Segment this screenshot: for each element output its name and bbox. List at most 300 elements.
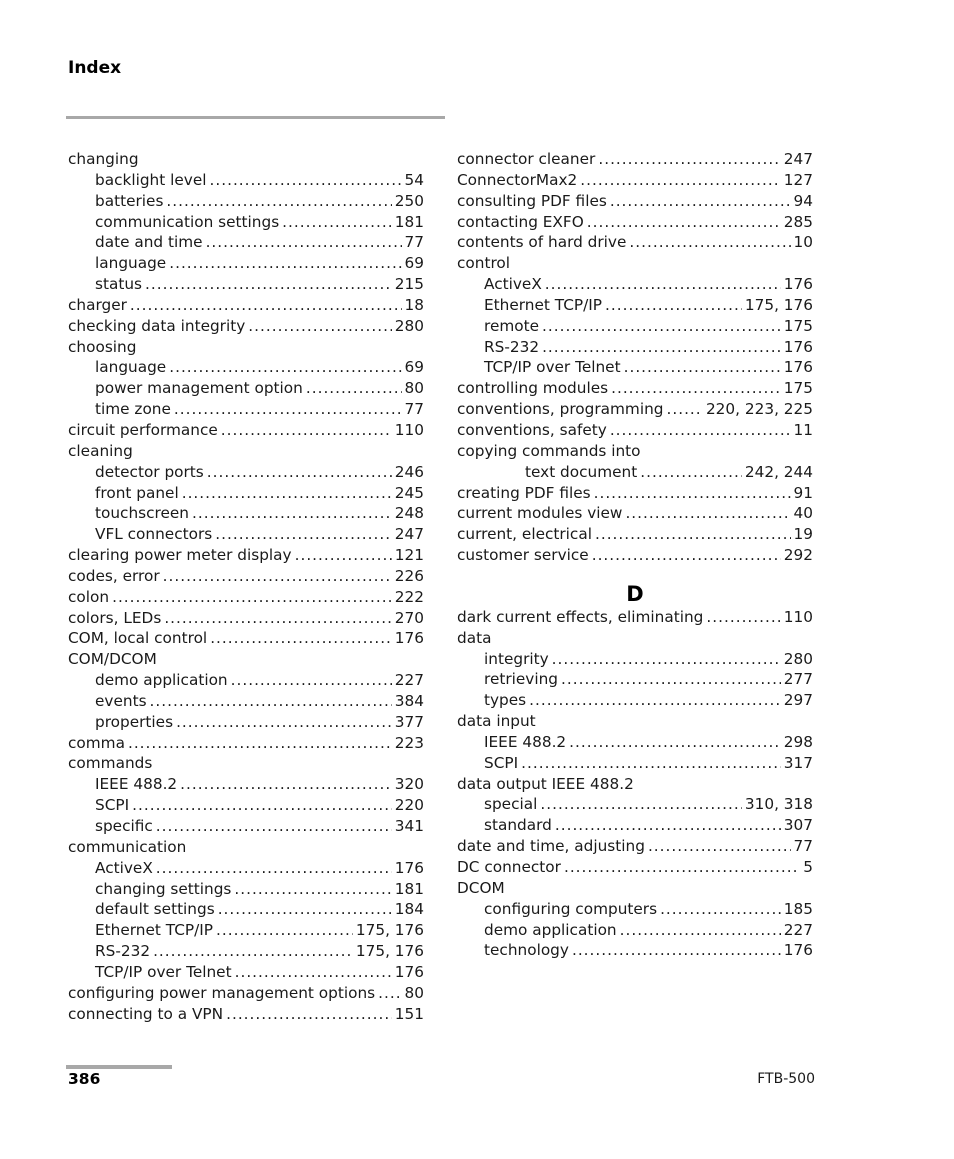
index-entry	[68, 399, 424, 420]
dot-leader	[210, 170, 402, 191]
index-entry-page: 11	[793, 420, 813, 439]
index-entry-term: time zone	[95, 400, 171, 419]
dot-leader	[640, 462, 742, 483]
index-entry-page: 176	[394, 962, 424, 981]
index-entry	[457, 774, 813, 795]
index-entry-term: changing settings	[95, 879, 232, 898]
index-entry-page: 94	[793, 191, 813, 210]
footer-divider	[66, 1065, 172, 1069]
index-entry-term: SCPI	[484, 753, 519, 772]
index-entry-term: clearing power meter display	[68, 546, 292, 565]
index-entry-page: 18	[404, 295, 424, 314]
index-entry	[68, 899, 424, 920]
index-entry-page: 317	[783, 753, 813, 772]
index-entry-term: connector cleaner	[457, 150, 596, 168]
index-entry-term: Ethernet TCP/IP	[484, 295, 602, 314]
dot-leader	[112, 587, 392, 608]
index-entry	[457, 669, 813, 690]
index-entry	[457, 711, 813, 732]
dot-leader	[378, 983, 401, 1004]
dot-leader	[660, 899, 781, 920]
index-section-c	[457, 149, 813, 566]
dot-leader	[235, 962, 392, 983]
dot-leader	[529, 690, 781, 711]
index-column-left	[68, 149, 424, 1024]
index-entry	[457, 337, 813, 358]
index-entry	[68, 378, 424, 399]
dot-leader	[540, 794, 742, 815]
index-entry	[68, 712, 424, 733]
dot-leader	[611, 378, 781, 399]
dot-leader	[545, 274, 781, 295]
index-entry-page: 40	[793, 504, 813, 523]
index-entry-term: COM, local control	[68, 629, 208, 648]
index-entry-term: contacting EXFO	[457, 212, 584, 231]
index-entry-term: cleaning	[68, 441, 133, 460]
index-entry-term: conventions, safety	[457, 420, 607, 439]
index-entry-page: 185	[783, 899, 813, 918]
index-entry-term: default settings	[95, 900, 215, 919]
index-entry-page: 242, 244	[744, 462, 813, 481]
index-entry	[68, 879, 424, 900]
index-entry	[68, 316, 424, 337]
index-entry-term: connecting to a VPN	[68, 1004, 224, 1023]
dot-leader	[180, 774, 392, 795]
dot-leader	[295, 545, 392, 566]
dot-leader	[216, 920, 353, 941]
index-entry-page: 110	[783, 607, 813, 626]
index-entry-term: status	[95, 275, 143, 294]
section-letter-heading: D	[626, 581, 644, 606]
index-entry	[68, 503, 424, 524]
index-entry	[457, 836, 813, 857]
index-entry	[457, 607, 813, 628]
index-entry-term: IEEE 488.2	[95, 775, 178, 794]
index-entry	[457, 794, 813, 815]
index-entry	[68, 753, 424, 774]
index-entry-page: 176	[783, 941, 813, 960]
index-entry-page: 297	[783, 691, 813, 710]
index-entry-term: date and time, adjusting	[457, 837, 645, 856]
index-entry-page: 215	[394, 275, 424, 294]
dot-leader	[215, 524, 392, 545]
dot-leader	[150, 691, 392, 712]
index-entry-page: 181	[394, 879, 424, 898]
index-entry-page: 175	[783, 379, 813, 398]
index-entry-term: current, electrical	[457, 525, 592, 544]
index-entry	[457, 191, 813, 212]
index-entry-term: colors, LEDs	[68, 608, 162, 627]
index-column-right	[457, 149, 813, 961]
index-entry-page: 245	[394, 483, 424, 502]
index-entry-term: checking data integrity	[68, 316, 246, 335]
index-entry-page: 248	[394, 504, 424, 523]
dot-leader	[605, 295, 742, 316]
dot-leader	[128, 733, 392, 754]
index-entry	[68, 670, 424, 691]
index-entry-term: conventions, programming	[457, 400, 664, 419]
page-number: 386	[68, 1070, 101, 1088]
index-entry	[68, 170, 424, 191]
index-entry-term: comma	[68, 733, 125, 752]
index-entry-page: 151	[394, 1004, 424, 1023]
dot-leader	[218, 899, 392, 920]
index-entry-page: 307	[783, 816, 813, 835]
index-entry	[457, 170, 813, 191]
index-entry-term: IEEE 488.2	[484, 732, 567, 751]
index-entry	[457, 920, 813, 941]
index-entry-page: 384	[394, 691, 424, 710]
index-entry-term: backlight level	[95, 170, 207, 189]
index-entry-term: copying commands into	[457, 441, 641, 460]
dot-leader	[595, 524, 791, 545]
index-entry-page: 69	[404, 358, 424, 377]
index-entry-page: 69	[404, 254, 424, 273]
index-entry-term: circuit performance	[68, 420, 218, 439]
index-entry	[68, 212, 424, 233]
index-entry-term: dark current effects, eliminating	[457, 607, 704, 626]
index-entry-page: 222	[394, 587, 424, 606]
index-entry-page: 77	[404, 233, 424, 252]
index-entry-page: 127	[783, 170, 813, 189]
index-entry	[68, 420, 424, 441]
index-entry	[457, 878, 813, 899]
dot-leader	[231, 670, 392, 691]
index-entry-term: touchscreen	[95, 504, 190, 523]
index-entry	[68, 691, 424, 712]
dot-leader	[132, 795, 392, 816]
index-entry	[457, 295, 813, 316]
index-entry-term: TCP/IP over Telnet	[95, 962, 232, 981]
dot-leader	[210, 628, 392, 649]
index-entry-page: 176	[394, 629, 424, 648]
index-entry-page: 176	[783, 337, 813, 356]
dot-leader	[174, 399, 402, 420]
index-entry	[457, 399, 813, 420]
dot-leader	[226, 1004, 392, 1025]
index-entry-term: controlling modules	[457, 379, 609, 398]
index-entry-term: Ethernet TCP/IP	[95, 921, 213, 940]
index-entry-page: 10	[793, 233, 813, 252]
dot-leader	[166, 191, 391, 212]
dot-leader	[153, 941, 353, 962]
index-entry-page: 175, 176	[355, 921, 424, 940]
index-entry	[68, 628, 424, 649]
dot-leader	[163, 566, 392, 587]
index-entry	[68, 545, 424, 566]
dot-leader	[156, 816, 392, 837]
index-entry	[68, 566, 424, 587]
index-entry	[68, 441, 424, 462]
index-entry-term: text document	[525, 462, 638, 481]
index-entry-term: SCPI	[95, 796, 130, 815]
index-entry-term: special	[484, 795, 538, 814]
index-entry-term: detector ports	[95, 462, 204, 481]
index-entry-page: 220	[394, 796, 424, 815]
index-entry	[68, 774, 424, 795]
dot-leader	[164, 608, 391, 629]
dot-leader	[206, 232, 402, 253]
index-entry	[68, 274, 424, 295]
index-entry-page: 175	[783, 316, 813, 335]
index-entry-term: colon	[68, 587, 110, 606]
index-entry-page: 320	[394, 775, 424, 794]
index-entry-page: 280	[394, 316, 424, 335]
index-entry-term: batteries	[95, 191, 164, 210]
dot-leader	[666, 399, 702, 420]
dot-leader	[610, 191, 791, 212]
index-entry	[457, 857, 813, 878]
dot-leader	[552, 649, 781, 670]
index-entry-page: 285	[783, 212, 813, 231]
index-entry-term: events	[95, 691, 147, 710]
index-entry-term: communication settings	[95, 212, 280, 231]
index-entry-term: standard	[484, 816, 552, 835]
index-entry-term: codes, error	[68, 566, 160, 585]
index-entry-term: customer service	[457, 546, 589, 565]
dot-leader	[234, 879, 391, 900]
index-entry-page: 246	[394, 462, 424, 481]
index-entry	[68, 337, 424, 358]
index-entry-page: 91	[793, 483, 813, 502]
index-entry-term: language	[95, 254, 167, 273]
index-entry	[457, 815, 813, 836]
index-entry-page: 247	[783, 150, 813, 168]
dot-leader	[207, 462, 392, 483]
index-entry	[457, 690, 813, 711]
index-entry	[68, 920, 424, 941]
index-entry-term: date and time	[95, 233, 203, 252]
dot-leader	[221, 420, 392, 441]
index-entry-page: 5	[803, 858, 813, 876]
dot-leader	[629, 232, 790, 253]
index-entry-page: 176	[394, 858, 424, 877]
index-entry	[68, 191, 424, 212]
index-entry	[68, 837, 424, 858]
index-entry-page: 110	[394, 420, 424, 439]
index-entry-page: 223	[394, 733, 424, 752]
index-entry	[68, 462, 424, 483]
index-entry-page: 270	[394, 608, 424, 627]
index-entry-page: 19	[793, 525, 813, 544]
dot-leader	[192, 503, 392, 524]
dot-leader	[625, 503, 790, 524]
dot-leader	[610, 420, 791, 441]
index-entry	[457, 420, 813, 441]
index-entry-page: 310, 318	[744, 795, 813, 814]
dot-leader	[542, 316, 781, 337]
index-entry-term: charger	[68, 295, 127, 314]
dot-leader	[580, 170, 781, 191]
index-section-d	[457, 607, 813, 961]
index-entry-term: COM/DCOM	[68, 650, 157, 669]
index-entry	[457, 483, 813, 504]
index-entry	[457, 545, 813, 566]
index-entry-term: ConnectorMax2	[457, 170, 578, 189]
index-entry-page: 227	[783, 920, 813, 939]
index-entry-term: ActiveX	[95, 858, 153, 877]
index-entry-term: integrity	[484, 649, 549, 668]
index-entry-page: 54	[404, 170, 424, 189]
index-entry-page: 220, 223, 225	[705, 400, 813, 419]
index-entry-page: 175, 176	[744, 295, 813, 314]
dot-leader	[594, 483, 791, 504]
index-entry	[68, 608, 424, 629]
index-entry	[457, 628, 813, 649]
index-entry-page: 176	[783, 358, 813, 377]
dot-leader	[564, 857, 800, 878]
index-entry-page: 341	[394, 817, 424, 835]
index-entry	[68, 253, 424, 274]
index-entry	[68, 483, 424, 504]
index-entry	[457, 940, 813, 961]
index-entry	[457, 274, 813, 295]
dot-leader	[555, 815, 781, 836]
dot-leader	[598, 149, 780, 170]
index-entry	[68, 357, 424, 378]
index-entry	[68, 733, 424, 754]
index-entry-term: RS-232	[484, 337, 540, 356]
index-entry	[457, 753, 813, 774]
index-entry-page: 250	[394, 191, 424, 210]
dot-leader	[620, 920, 781, 941]
header-divider	[66, 116, 445, 119]
dot-leader	[542, 337, 781, 358]
index-entry-page: 80	[404, 983, 424, 1002]
dot-leader	[587, 212, 781, 233]
index-entry-term: TCP/IP over Telnet	[484, 358, 621, 377]
index-entry-page: 77	[404, 400, 424, 419]
index-entry-page: 184	[394, 900, 424, 919]
index-entry	[457, 378, 813, 399]
index-entry-page: 227	[394, 671, 424, 690]
index-entry	[68, 941, 424, 962]
index-entry-term: creating PDF files	[457, 483, 591, 502]
index-entry	[68, 816, 424, 837]
dot-leader	[248, 316, 392, 337]
index-entry-term: control	[457, 254, 511, 273]
index-entry-term: ActiveX	[484, 275, 542, 294]
dot-leader	[572, 940, 781, 961]
index-entry-page: 247	[394, 525, 424, 544]
dot-leader	[624, 357, 781, 378]
index-entry	[457, 899, 813, 920]
index-entry	[68, 649, 424, 670]
dot-leader	[569, 732, 781, 753]
index-entry-term: properties	[95, 712, 174, 731]
index-entry	[68, 795, 424, 816]
index-entry-term: front panel	[95, 483, 179, 502]
dot-leader	[561, 669, 781, 690]
index-entry	[68, 524, 424, 545]
index-entry-term: DCOM	[457, 878, 505, 897]
dot-leader	[521, 753, 781, 774]
index-entry	[457, 357, 813, 378]
index-entry	[457, 524, 813, 545]
dot-leader	[145, 274, 392, 295]
index-entry-term: choosing	[68, 337, 137, 356]
index-entry-term: DC connector	[457, 858, 561, 876]
index-entry-term: commands	[68, 754, 153, 773]
index-entry	[457, 503, 813, 524]
dot-leader	[130, 295, 402, 316]
index-entry	[457, 232, 813, 253]
index-entry	[457, 149, 813, 170]
product-name: FTB-500	[757, 1071, 815, 1087]
index-entry	[457, 253, 813, 274]
index-entry-term: remote	[484, 316, 540, 335]
index-entry-page: 298	[783, 732, 813, 751]
index-entry-term: data	[457, 628, 492, 647]
index-entry	[68, 858, 424, 879]
dot-leader	[169, 253, 401, 274]
index-entry-page: 377	[394, 712, 424, 731]
index-entry-page: 80	[404, 379, 424, 398]
index-entry-term: contents of hard drive	[457, 233, 627, 252]
index-entry-term: communication	[68, 837, 187, 856]
index-entry-page: 175, 176	[355, 942, 424, 961]
index-entry-term: RS-232	[95, 942, 151, 961]
index-entry-term: consulting PDF files	[457, 191, 607, 210]
dot-leader	[156, 858, 392, 879]
index-entry-page: 181	[394, 212, 424, 231]
index-entry-page: 176	[783, 275, 813, 294]
dot-leader	[648, 836, 791, 857]
index-entry-term: data input	[457, 712, 536, 731]
dot-leader	[306, 378, 402, 399]
index-entry-term: language	[95, 358, 167, 377]
index-entry-page: 277	[783, 670, 813, 689]
page-header-title: Index	[68, 58, 122, 78]
index-entry	[457, 462, 813, 483]
index-entry-term: VFL connectors	[95, 525, 213, 544]
index-entry	[457, 212, 813, 233]
dot-leader	[182, 483, 392, 504]
index-entry-page: 280	[783, 649, 813, 668]
index-entry	[68, 1004, 424, 1025]
index-entry-term: specific	[95, 817, 153, 835]
index-entry-term: data output IEEE 488.2	[457, 774, 634, 793]
index-entry-term: technology	[484, 941, 569, 960]
index-entry-term: changing	[68, 150, 139, 168]
dot-leader	[169, 357, 401, 378]
dot-leader	[592, 545, 781, 566]
index-entry-term: power management option	[95, 379, 303, 398]
index-entry	[68, 587, 424, 608]
index-entry-term: types	[484, 691, 527, 710]
index-entry	[68, 232, 424, 253]
index-entry-page: 292	[783, 546, 813, 565]
index-entry-term: configuring computers	[484, 899, 658, 918]
index-entry	[457, 732, 813, 753]
index-entry-page: 226	[394, 566, 424, 585]
dot-leader	[176, 712, 392, 733]
index-entry	[68, 962, 424, 983]
index-entry	[68, 295, 424, 316]
index-entry-term: demo application	[95, 671, 228, 690]
dot-leader	[706, 607, 780, 628]
index-entry	[457, 316, 813, 337]
index-entry	[457, 441, 813, 462]
index-entry-term: configuring power management options	[68, 983, 376, 1002]
index-entry	[457, 649, 813, 670]
dot-leader	[282, 212, 392, 233]
index-entry-page: 77	[793, 837, 813, 856]
index-entry	[68, 149, 424, 170]
index-entry	[68, 983, 424, 1004]
index-entry-term: demo application	[484, 920, 617, 939]
index-entry-term: retrieving	[484, 670, 559, 689]
